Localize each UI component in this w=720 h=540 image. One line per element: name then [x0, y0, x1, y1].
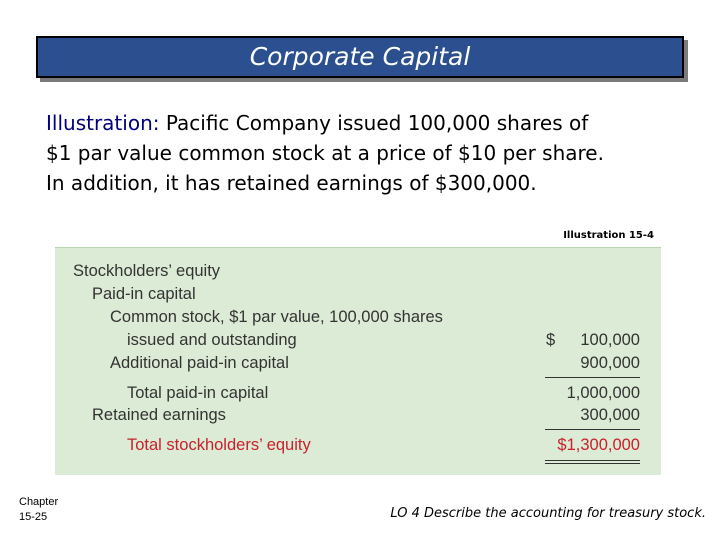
retained-earnings-row	[55, 406, 661, 428]
retained-earnings-label: Retained earnings	[92, 406, 226, 424]
paid-in-heading: Paid-in capital	[92, 285, 196, 303]
paid-in-heading-row	[55, 285, 661, 307]
retained-earnings-amount: 300,000	[580, 406, 640, 424]
total-paid-in-amount: 1,000,000	[566, 384, 640, 402]
common-stock-row-2	[55, 331, 661, 353]
illustration-lead: Illustration:	[46, 111, 160, 135]
chapter-text: Chapter	[19, 496, 59, 508]
learning-objective: LO 4 Describe the accounting for treasury stock.	[390, 506, 706, 521]
chapter-label	[19, 495, 58, 525]
total-paid-in-row	[55, 384, 661, 406]
additional-paid-in-row	[55, 354, 661, 376]
total-equity-amount: $1,300,000	[557, 436, 640, 454]
common-stock-row-1	[55, 308, 661, 330]
illustration-line-2: $1 par value common stock at a price of $10 per share.	[46, 141, 604, 165]
additional-paid-in-amount: 900,000	[580, 354, 640, 372]
additional-paid-in-label: Additional paid-in capital	[110, 354, 289, 372]
slide-title: Corporate Capital	[249, 42, 471, 71]
total-equity-label: Total stockholders’ equity	[127, 436, 311, 454]
common-stock-label-1: Common stock, $1 par value, 100,000 shares	[110, 308, 443, 326]
title-bar	[36, 36, 684, 78]
stockholders-equity-panel	[55, 247, 661, 475]
illustration-reference: Illustration 15-4	[563, 230, 654, 241]
common-stock-dollar: $	[546, 331, 556, 349]
total-paid-in-label: Total paid-in capital	[127, 384, 269, 402]
statement-heading-row	[55, 262, 661, 284]
double-rule-bottom	[545, 463, 640, 464]
total-equity-row	[55, 436, 661, 458]
total-rule	[545, 429, 640, 430]
illustration-line1-text: Pacific Company issued 100,000 shares of	[159, 111, 589, 135]
subtotal-rule	[545, 377, 640, 378]
common-stock-label-2: issued and outstanding	[127, 331, 297, 349]
double-rule-top	[545, 460, 640, 461]
illustration-line-1	[46, 108, 686, 138]
common-stock-amount: 100,000	[580, 331, 640, 349]
illustration-line-3: In addition, it has retained earnings of $300,000.	[46, 171, 537, 195]
illustration-text	[46, 108, 686, 198]
statement-heading: Stockholders’ equity	[73, 262, 221, 280]
page-number: 15-25	[19, 511, 48, 523]
